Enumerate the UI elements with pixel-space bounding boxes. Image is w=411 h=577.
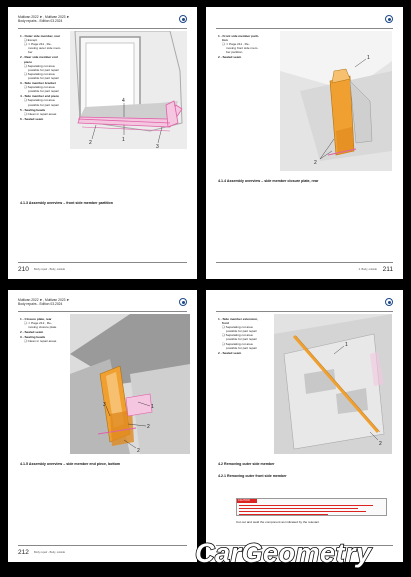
manual-page-212 bbox=[8, 290, 197, 562]
assembly-figure bbox=[70, 314, 190, 454]
manual-page-210 bbox=[8, 7, 197, 279]
section-heading: 4.1.5 Assembly overview – side member end piece, bottom bbox=[20, 462, 121, 466]
page-number: 210 bbox=[18, 266, 29, 273]
callout-4: 4 bbox=[122, 98, 125, 104]
section-heading: 4.1.3 Assembly overview – front side member partition bbox=[20, 201, 113, 205]
header-text: Multivan 2022 ➤ , Multivan 2023 ➤ Body repairs - Edition 03.2024 bbox=[18, 15, 70, 24]
caution-text-line bbox=[239, 511, 366, 512]
caution-box bbox=[236, 498, 387, 516]
callout-3: 3 bbox=[103, 402, 106, 408]
vw-logo-icon bbox=[385, 298, 393, 306]
footer-divider bbox=[18, 262, 187, 263]
caution-text-line bbox=[239, 514, 328, 515]
legend-list: 1 - Front side member parti- tion ❏ ⇒ Page 211 , Re- moving front side mem- ber partition 2 - Sealed seam bbox=[218, 34, 259, 60]
legend-list: 1 - Side member extension, front ❏ Separating cut area possible for part repair ❏ Separating cut area possible for part repair ❏ Separating cut area possible for part repair 2 - Sealed seam bbox=[218, 317, 259, 355]
manual-page-211 bbox=[206, 7, 403, 279]
page-footer: Body repair - Body, outside bbox=[34, 551, 66, 554]
caution-text-line bbox=[239, 508, 358, 509]
caution-text-line bbox=[239, 505, 373, 506]
legend-list: 1 - Closure plate, rear ❏ ⇒ Page 212 , Re- moving closure plate 2 - Sealed seam 3 - Sealing beads ❏ Clean in repair areas bbox=[20, 317, 57, 344]
header-text: Multivan 2022 ➤ , Multivan 2023 ➤ Body repairs - Edition 03.2024 bbox=[18, 298, 70, 307]
callout-2: 2 bbox=[147, 424, 150, 430]
callout-2b: 2 bbox=[137, 448, 140, 454]
page-number: 212 bbox=[18, 549, 29, 556]
callout-1: 1 bbox=[151, 404, 154, 410]
vw-logo-icon bbox=[179, 15, 187, 23]
cargeometry-watermark bbox=[195, 538, 405, 572]
header-divider bbox=[216, 28, 393, 29]
header-divider bbox=[216, 311, 393, 312]
callout-1: 1 bbox=[345, 342, 348, 348]
assembly-figure bbox=[70, 31, 187, 149]
header-divider bbox=[18, 28, 187, 29]
vw-logo-icon bbox=[179, 298, 187, 306]
page-footer: Body repair - Body, outside bbox=[34, 268, 66, 271]
page-number: 211 bbox=[382, 266, 393, 273]
brand-logo: CarGeometry bbox=[195, 538, 372, 568]
footer-divider bbox=[216, 262, 393, 263]
page-header bbox=[18, 298, 187, 310]
footer-divider bbox=[18, 545, 187, 546]
page-header bbox=[216, 15, 393, 27]
callout-3: 3 bbox=[156, 144, 159, 149]
section-heading: 4.1.4 Assembly overview – side member closure plate, rear bbox=[218, 179, 319, 183]
manual-page-213 bbox=[206, 290, 403, 562]
header-divider bbox=[18, 311, 187, 312]
page-header bbox=[216, 298, 393, 310]
page-header bbox=[18, 15, 187, 27]
legend-list: 1 - Outer side member, rear ❏ Except ❏ ⇒ Page 211 , Re- moving outer side mem- ber 2 - Rear side member end piece ❏ Separating cut area possible for part repair ❏ Separating cut area possible for part repair 3 - Side member bracket ❏ Separating cut area possible for part repair 4 - Side member end piece ❏ Separating cut area possible for part repair 5 - Sealing beads ❏ Clean in repair areas 6 - Sealed seam bbox=[20, 34, 62, 121]
assembly-figure bbox=[274, 314, 392, 454]
callout-2: 2 bbox=[89, 140, 92, 146]
callout-1: 1 bbox=[367, 55, 370, 61]
callout-2: 2 bbox=[314, 160, 317, 166]
section-heading: 4.2 Removing outer side member bbox=[218, 462, 275, 466]
body-text: Cut out and weld the component as indicated by the relevant bbox=[236, 520, 320, 524]
caution-label: CAUTION bbox=[237, 499, 257, 503]
assembly-figure bbox=[280, 31, 392, 171]
callout-1: 1 bbox=[122, 137, 125, 143]
subsection-heading: 4.2.1 Removing outer front side member bbox=[218, 474, 287, 478]
page-footer: 4. Body, outside bbox=[358, 268, 377, 271]
callout-2: 2 bbox=[379, 441, 382, 447]
vw-logo-icon bbox=[385, 15, 393, 23]
